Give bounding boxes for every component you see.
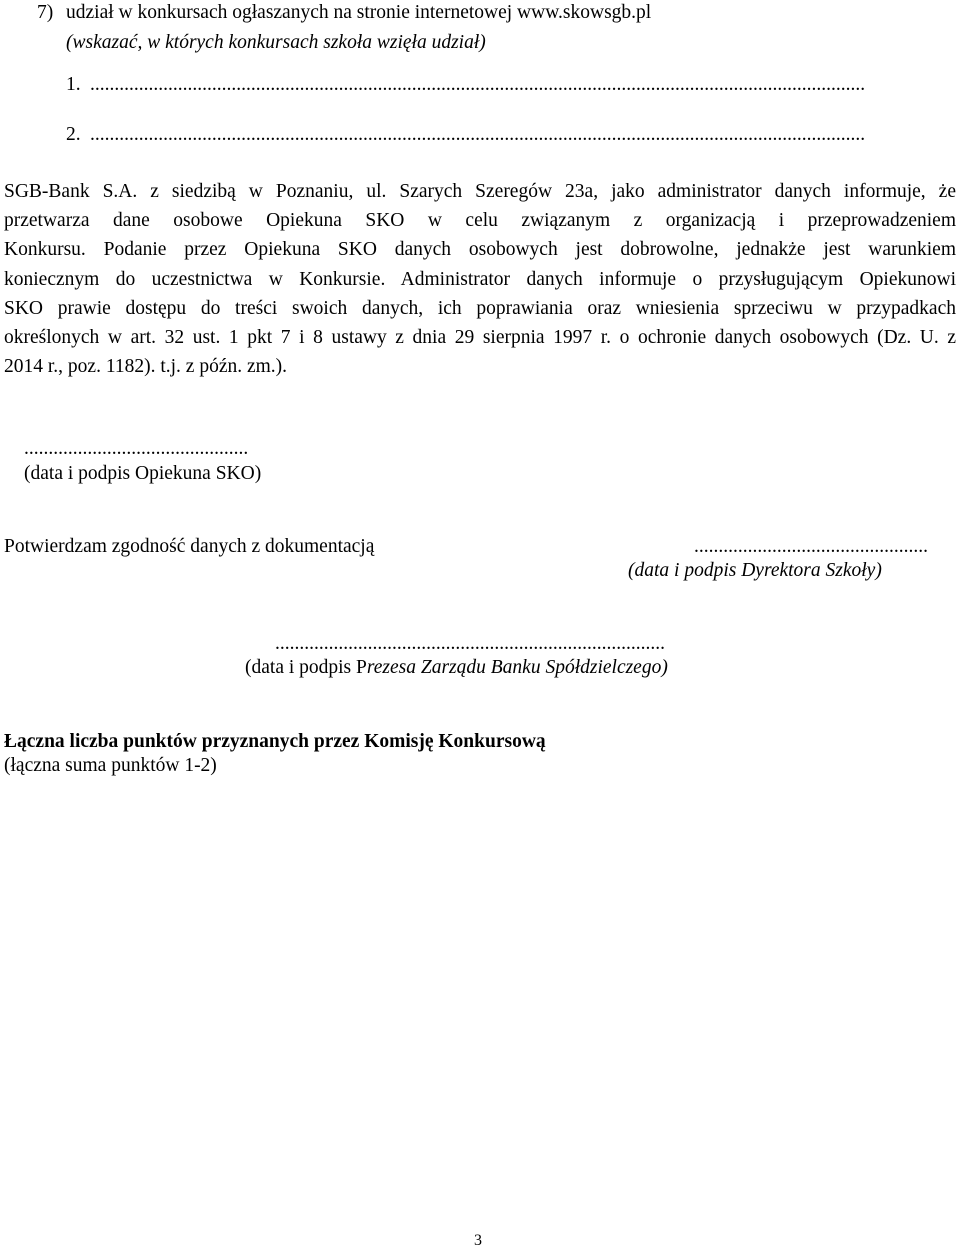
confirmation-text: Potwierdzam zgodność danych z dokumentacją	[4, 536, 375, 557]
list-item-number: 2.	[66, 124, 81, 145]
item-7-text: udział w konkursach ogłaszanych na stronie internetowej www.skowsgb.pl	[66, 2, 652, 23]
guardian-signature-line: ..............................................	[24, 438, 249, 459]
bank-signature-label-prefix: (data i podpis P	[245, 657, 367, 678]
page-number: 3	[474, 1232, 482, 1249]
bank-signature-label	[245, 658, 668, 678]
guardian-signature-label: (data i podpis Opiekuna SKO)	[24, 463, 262, 484]
director-signature-label: (data i podpis Dyrektora Szkoły)	[628, 560, 882, 581]
paragraph-line: koniecznym do uczestnictwa w Konkursie. Administrator danych informuje o przysługującym Opiekunowi	[4, 268, 956, 290]
paragraph-line: Konkursu. Podanie przez Opiekuna SKO danych osobowych jest dobrowolne, jednakże jest warunkiem	[4, 239, 956, 261]
list-item-dots: ...............................................................................................................................................................	[90, 125, 866, 145]
list-item-dots: ...............................................................................................................................................................	[90, 75, 866, 95]
paragraph-line: określonych w art. 32 ust. 1 pkt 7 i 8 ustawy z dnia 29 sierpnia 1997 r. o ochronie danych osobowych (Dz. U. z	[4, 326, 956, 348]
bank-signature-line: ................................................................................	[275, 633, 665, 654]
points-subtitle: (łączna suma punktów 1-2)	[4, 755, 217, 776]
director-signature-line: ................................................	[694, 536, 928, 557]
paragraph-line: przetwarza dane osobowe Opiekuna SKO w celu związanym z organizacją i przeprowadzeniem	[4, 210, 956, 232]
paragraph-line: 2014 r., poz. 1182). t.j. z późn. zm.).	[4, 356, 288, 378]
paragraph-line: SKO prawie dostępu do treści swoich danych, ich poprawiania oraz wniesienia sprzeciwu w przypadkach	[4, 297, 956, 319]
gdpr-info-paragraph	[4, 177, 956, 381]
points-title: Łączna liczba punktów przyznanych przez Komisję Konkursową	[4, 731, 546, 752]
list-item-number: 1.	[66, 74, 81, 95]
paragraph-line: SGB-Bank S.A. z siedzibą w Poznaniu, ul. Szarych Szeregów 23a, jako administrator danych informuje, że	[4, 181, 956, 202]
bank-signature-label-italic: rezesa Zarządu Banku Spółdzielczego)	[366, 657, 668, 678]
item-7-note: (wskazać, w których konkursach szkoła wzięła udział)	[66, 32, 486, 53]
item-7-number: 7)	[37, 2, 54, 23]
